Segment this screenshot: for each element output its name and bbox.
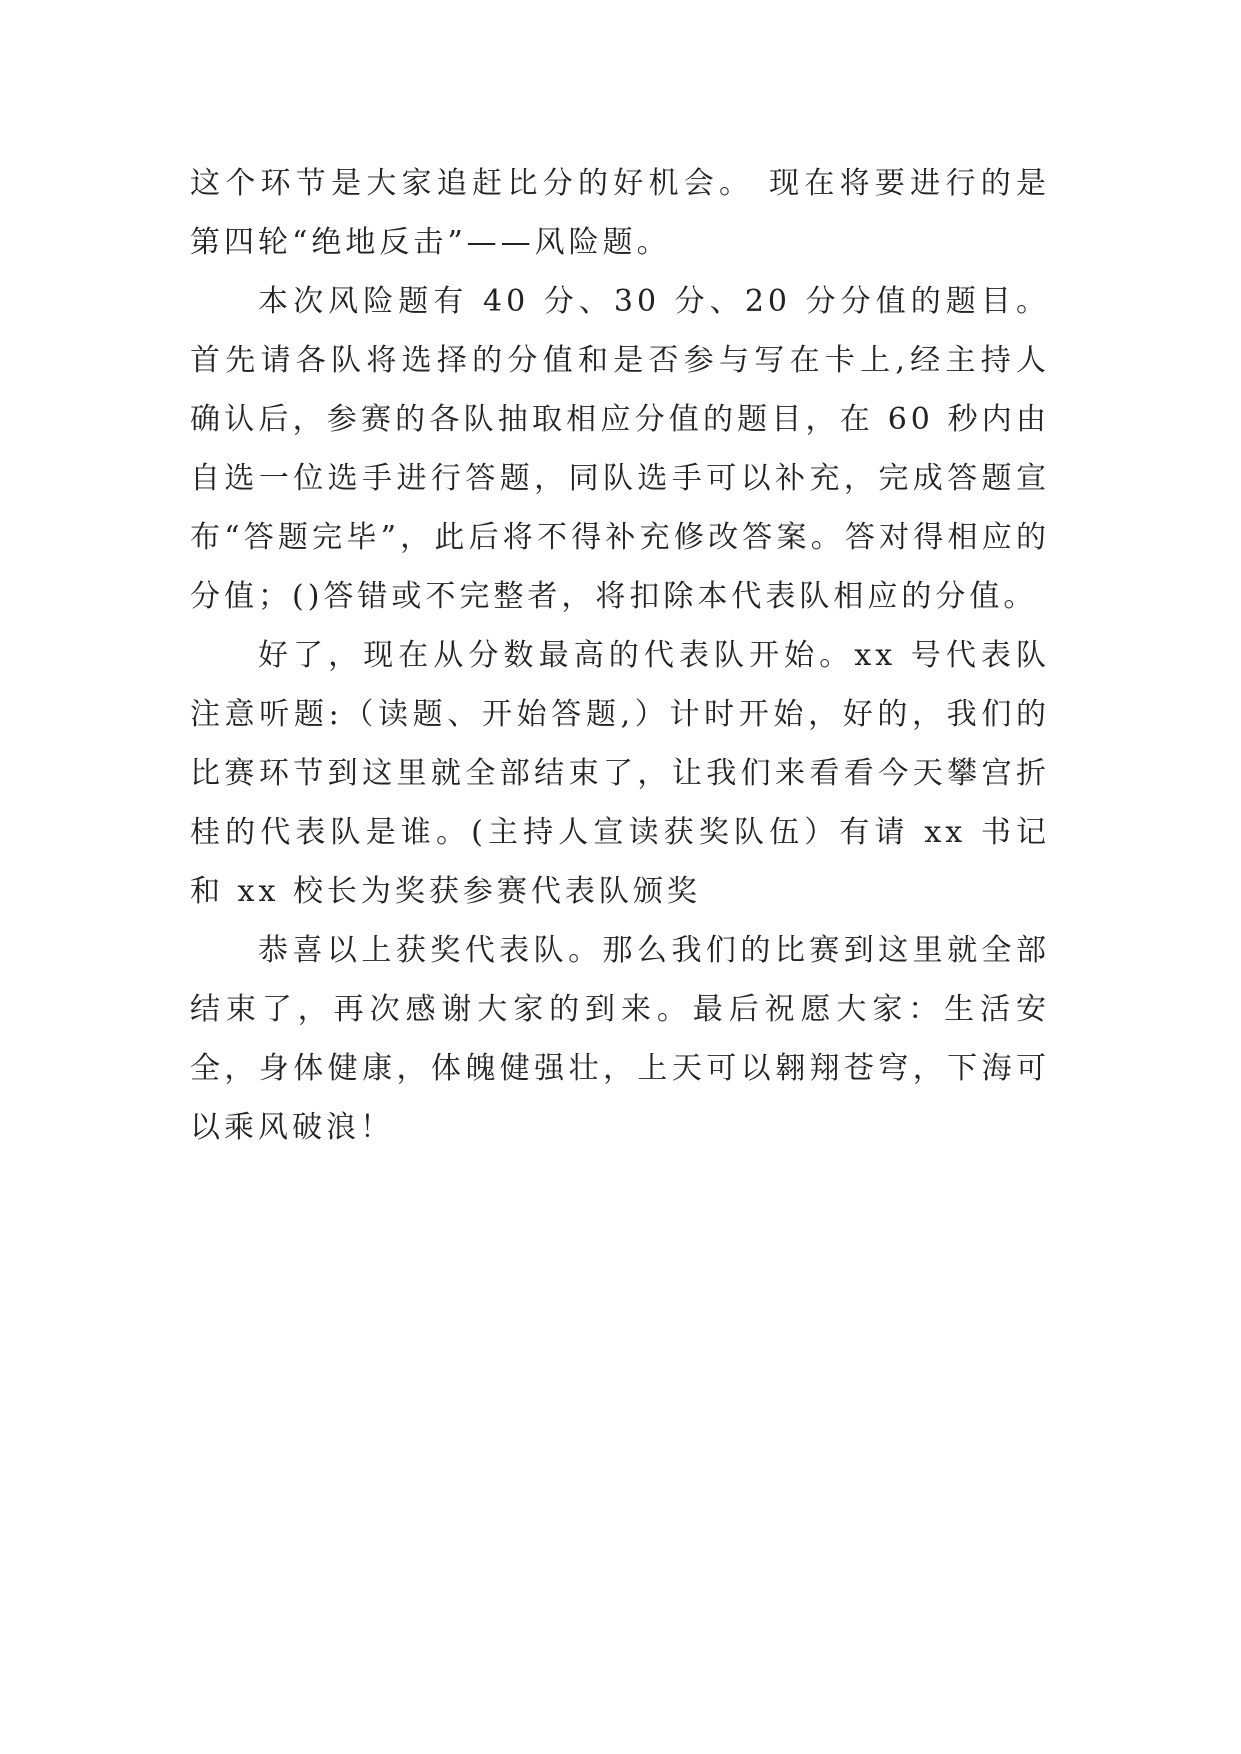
document-body (190, 154, 1050, 1157)
paragraph-start-and-award: 好了，现在从分数最高的代表队开始。xx 号代表队注意听题:（读题、开始答题,）计时开始，好的，我们的比赛环节到这里就全部结束了，让我们来看看今天攀宫折桂的代表队是谁。(主持人宣读获奖队伍）有请 xx 书记和 xx 校长为奖获参赛代表队颁奖 (190, 638, 1050, 909)
paragraph-continuation: 这个环节是大家追赶比分的好机会。 现在将要进行的是第四轮“绝地反击”——风险题。 (190, 166, 1050, 260)
paragraph-closing-remarks: 恭喜以上获奖代表队。那么我们的比赛到这里就全部结束了，再次感谢大家的到来。最后祝愿大家：生活安全，身体健康，体魄健强壮，上天可以翱翔苍穹，下海可以乘风破浪！ (190, 933, 1050, 1145)
paragraph-risk-question-rules: 本次风险题有 40 分、30 分、20 分分值的题目。首先请各队将选择的分值和是否参与写在卡上,经主持人确认后，参赛的各队抽取相应分值的题目，在 60 秒内由自选一位选手进行答题，同队选手可以补充，完成答题宣布“答题完毕”，此后将不得补充修改答案。答对得相应的分值；()答错或不完整者，将扣除本代表队相应的分值。 (190, 284, 1050, 614)
